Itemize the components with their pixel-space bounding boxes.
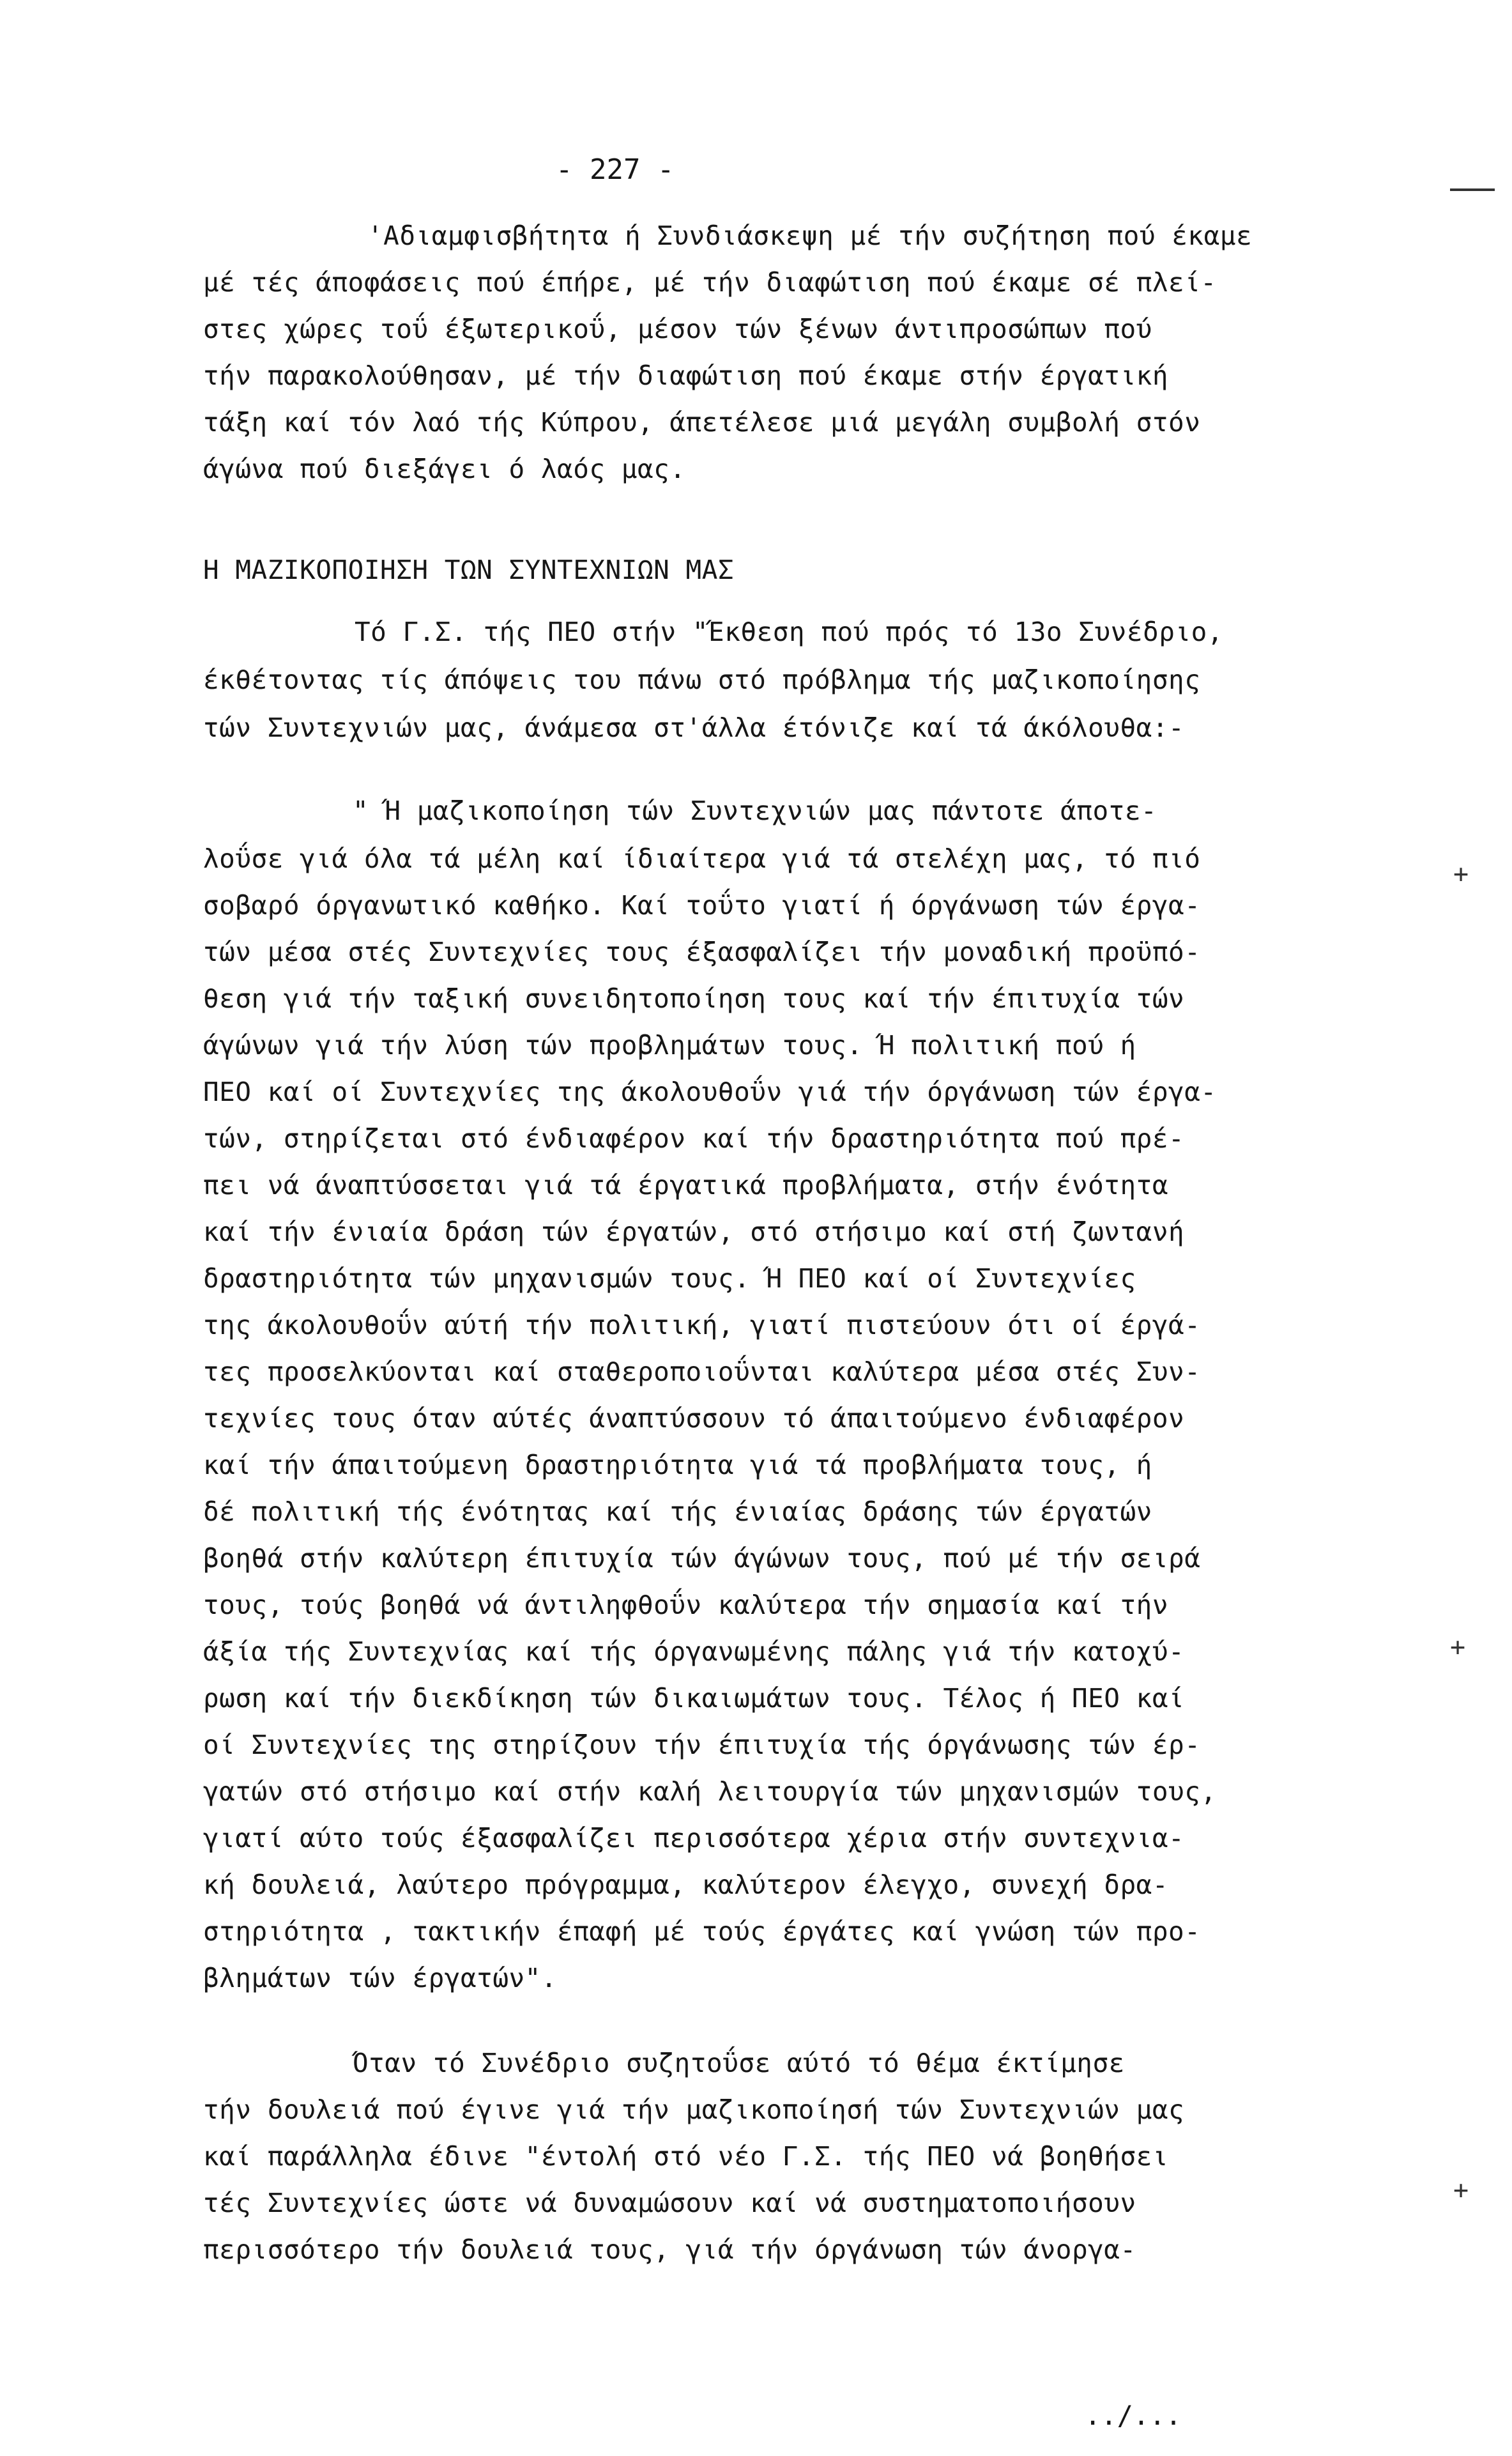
quote-line: γιατί αύτο τούς έξασφαλίζει περισσότερα χέρια στήν συντεχνια- [203,1823,1185,1854]
quote-line: τους, τούς βοηθά νά άντιληφθοΰν καλύτερα τήν σημασία καί τήν [203,1590,1169,1620]
paragraph3-line: καί παράλληλα έδινε "έντολή στό νέο Γ.Σ. τής ΠΕΟ νά βοηθήσει [203,2141,1169,2172]
quote-line: κή δουλειά, λαύτερο πρόγραμμα, καλύτερον έλεγχο, συνεχή δρα- [203,1869,1169,1900]
continuation-mark: ../... [1085,2400,1182,2431]
paragraph3-line: περισσότερο τήν δουλειά τους, γιά τήν όργάνωση τών άνοργα- [203,2234,1136,2265]
quote-line: καί τήν άπαιτούμενη δραστηριότητα γιά τά προβλήματα τους, ή [203,1450,1152,1480]
quote-line: καί τήν ένιαία δράση τών έργατών, στό στήσιμο καί στή ζωντανή [203,1216,1185,1247]
quote-line: άγώνων γιά τήν λύση τών προβλημάτων τους. Ή πολιτική πού ή [203,1030,1136,1061]
paragraph3-line: τές Συντεχνίες ώστε νά δυναμώσουν καί νά συστηματοποιήσουν [203,2188,1136,2218]
margin-cross-mark: + [1453,859,1469,889]
quote-line: βλημάτων τών έργατών". [203,1963,558,1993]
paragraph2-line: έκθέτοντας τίς άπόψεις του πάνω στό πρόβλημα τής μαζικοποίησης [203,664,1201,695]
margin-cross-mark: + [1450,1632,1466,1662]
paragraph1-line: μέ τές άποφάσεις πού έπήρε, μέ τήν διαφώτιση πού έκαμε σέ πλεί- [203,267,1217,298]
margin-dash-mark [1450,188,1495,191]
section-heading: Η ΜΑΖΙΚΟΠΟΙΗΣΗ ΤΩΝ ΣΥΝΤΕΧΝΙΩΝ ΜΑΣ [203,555,735,585]
quote-line: της άκολουθοΰν αύτή τήν πολιτική, γιατί πιστεύουν ότι οί έργά- [203,1310,1201,1340]
paragraph2-line: τών Συντεχνιών μας, άνάμεσα στ'άλλα έτόνιζε καί τά άκόλουθα:- [203,712,1185,743]
quote-line: ρωση καί τήν διεκδίκηση τών δικαιωμάτων τους. Τέλος ή ΠΕΟ καί [203,1683,1185,1714]
margin-cross-mark: + [1453,2176,1469,2205]
paragraph1-line: άγώνα πού διεξάγει ό λαός μας. [203,454,686,484]
quote-line: " Ή μαζικοποίηση τών Συντεχνιών μας πάντοτε άποτε- [353,795,1157,826]
quote-line: άξία τής Συντεχνίας καί τής όργανωμένης πάλης γιά τήν κατοχύ- [203,1636,1185,1667]
paragraph3-line: Όταν τό Συνέδριο συζητοΰσε αύτό τό θέμα έκτίμησε [353,2048,1125,2078]
paragraph2-line: Τό Γ.Σ. τής ΠΕΟ στήν "Έκθεση πού πρός τό 13ο Συνέδριο, [355,617,1223,647]
quote-line: πει νά άναπτύσσεται γιά τά έργατικά προβλήματα, στήν ένότητα [203,1170,1169,1201]
paragraph1-line: τήν παρακολούθησαν, μέ τήν διαφώτιση πού έκαμε στήν έργατική [203,360,1169,391]
quote-line: βοηθά στήν καλύτερη έπιτυχία τών άγώνων τους, πού μέ τήν σειρά [203,1543,1201,1574]
quote-line: θεση γιά τήν ταξική συνειδητοποίηση τους καί τήν έπιτυχία τών [203,983,1185,1014]
paragraph1-line: τάξη καί τόν λαό τής Κύπρου, άπετέλεσε μιά μεγάλη συμβολή στόν [203,407,1201,438]
quote-line: δέ πολιτική τής ένότητας καί τής ένιαίας δράσης τών έργατών [203,1496,1152,1527]
quote-line: τες προσελκύονται καί σταθεροποιοΰνται καλύτερα μέσα στές Συν- [203,1356,1201,1387]
quote-line: οί Συντεχνίες της στηρίζουν τήν έπιτυχία τής όργάνωσης τών έρ- [203,1730,1201,1760]
paragraph1-line: 'Αδιαμφισβήτητα ή Συνδιάσκεψη μέ τήν συζήτηση πού έκαμε [367,220,1253,251]
quote-line: δραστηριότητα τών μηχανισμών τους. Ή ΠΕΟ καί οί Συντεχνίες [203,1263,1136,1294]
quote-line: τών μέσα στές Συντεχνίες τους έξασφαλίζει τήν μοναδική προϋπό- [203,937,1201,967]
quote-line: γατών στό στήσιμο καί στήν καλή λειτουργία τών μηχανισμών τους, [203,1776,1217,1807]
quote-line: σοβαρό όργανωτικό καθήκο. Καί τοΰτο γιατί ή όργάνωση τών έργα- [203,890,1201,921]
paragraph3-line: τήν δουλειά πού έγινε γιά τήν μαζικοποίησή τών Συντεχνιών μας [203,2094,1185,2125]
quote-line: ΠΕΟ καί οί Συντεχνίες της άκολουθοΰν γιά τήν όργάνωση τών έργα- [203,1077,1217,1107]
quote-line: τεχνίες τους όταν αύτές άναπτύσσουν τό άπαιτούμενο ένδιαφέρον [203,1403,1185,1434]
quote-line: στηριότητα , τακτικήν έπαφή μέ τούς έργάτες καί γνώση τών προ- [203,1916,1201,1947]
quote-line: τών, στηρίζεται στό ένδιαφέρον καί τήν δραστηριότητα πού πρέ- [203,1123,1185,1154]
quote-line: λοΰσε γιά όλα τά μέλη καί ίδιαίτερα γιά τά στελέχη μας, τό πιό [203,843,1201,874]
paragraph1-line: στες χώρες τοΰ έξωτερικοΰ, μέσον τών ξένων άντιπροσώπων πού [203,314,1152,344]
page-number: - 227 - [556,153,675,186]
